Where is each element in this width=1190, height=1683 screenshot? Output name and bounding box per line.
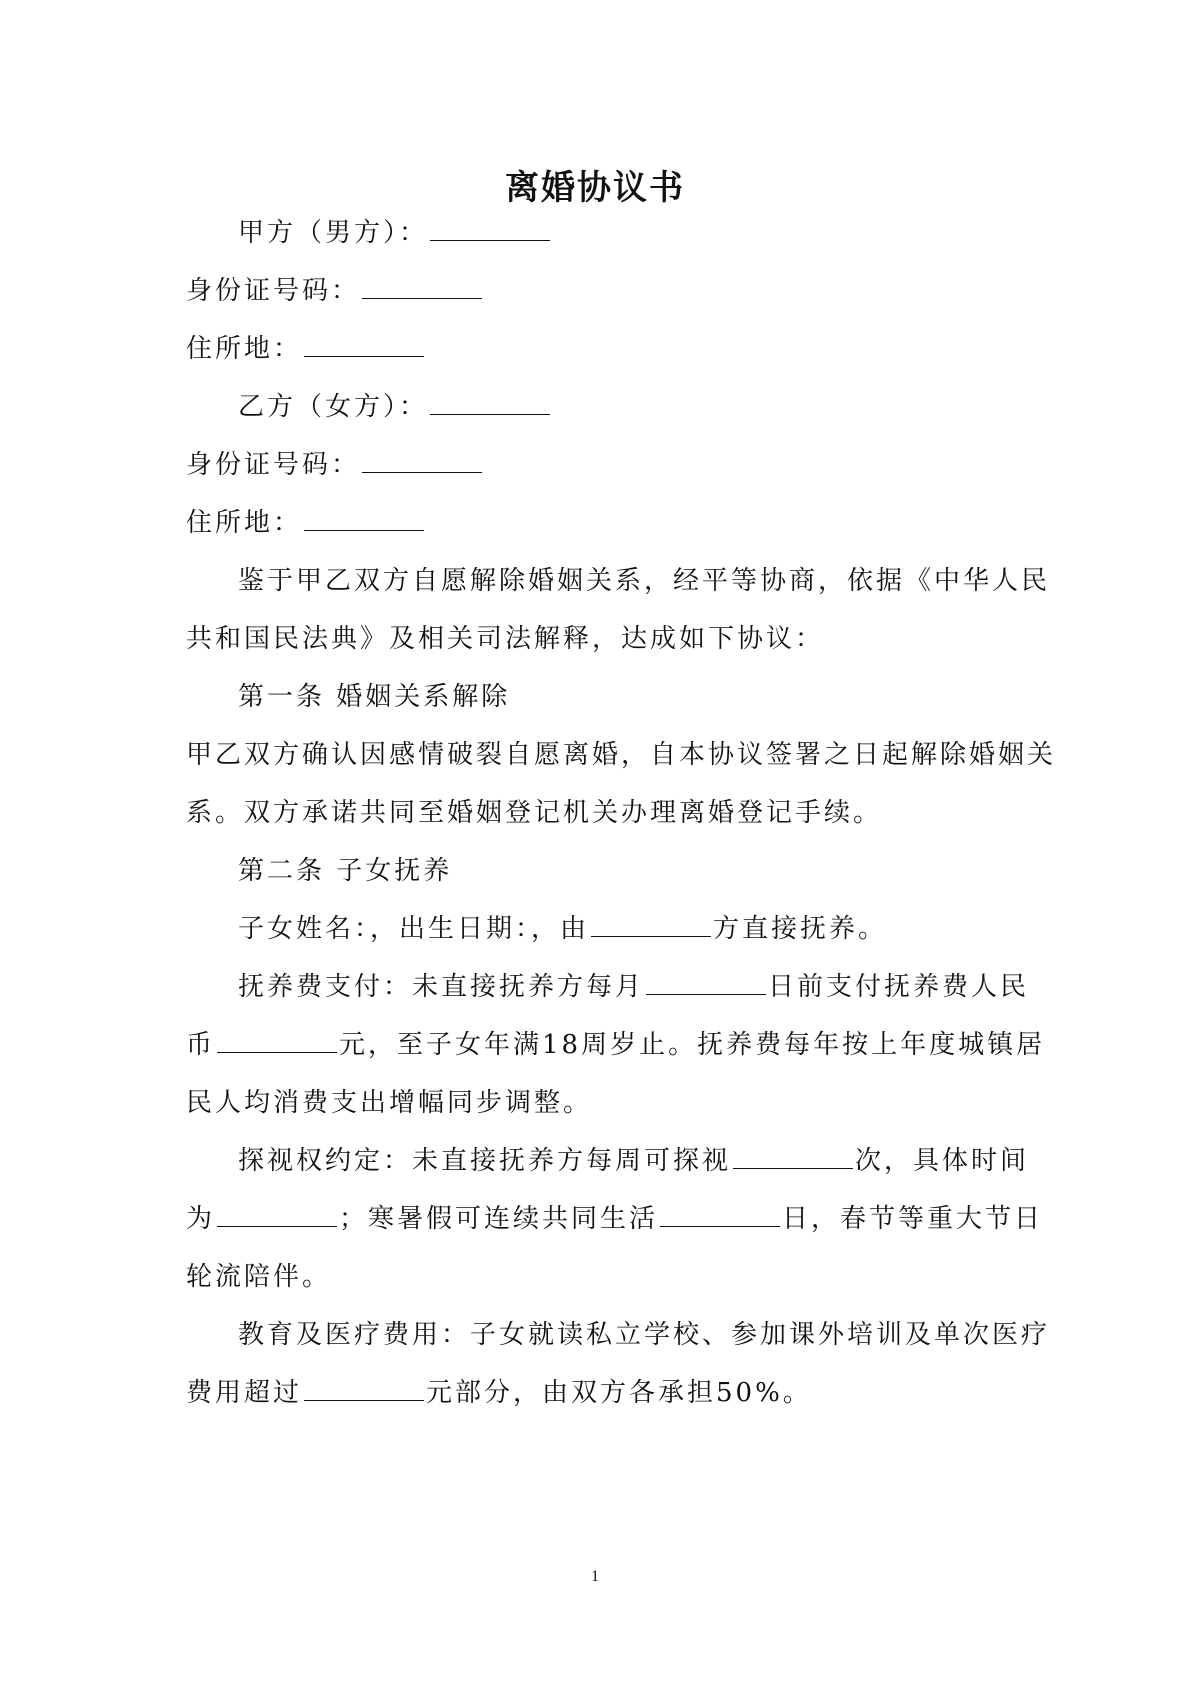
party-a-id-label: 身份证号码：	[186, 276, 361, 306]
party-b-name-label: 乙方（女方）：	[238, 392, 429, 422]
education-line-2	[186, 1373, 812, 1413]
party-a-name-blank[interactable]	[430, 214, 550, 241]
education-text-c: 元部分，由双方各承担50%。	[426, 1378, 812, 1408]
visit-text-b: 次，具体时间	[855, 1146, 1030, 1176]
party-b-address-line	[186, 503, 426, 543]
party-a-id-line	[186, 271, 484, 311]
party-a-address-label: 住所地：	[186, 334, 303, 364]
visit-line-2	[186, 1199, 1043, 1239]
education-text-b: 费用超过	[186, 1378, 303, 1408]
custody-party-blank[interactable]	[591, 910, 711, 937]
visit-time-blank[interactable]	[217, 1200, 337, 1227]
document-title: 离婚协议书	[505, 168, 685, 208]
party-a-address-line	[186, 329, 426, 369]
party-b-id-label: 身份证号码：	[186, 450, 361, 480]
support-text-a: 抚养费支付：未直接抚养方每月	[238, 972, 645, 1002]
party-b-name-line	[238, 387, 552, 427]
visit-line-3: 轮流陪伴。	[186, 1262, 332, 1292]
custody-text-b: 方直接抚养。	[713, 914, 888, 944]
article-1-line-2: 系。双方承诺共同至婚姻登记机关办理离婚登记手续。	[186, 798, 883, 828]
support-text-c: 币	[186, 1030, 216, 1060]
party-b-name-blank[interactable]	[430, 388, 550, 415]
preamble-line-2: 共和国民法典》及相关司法解释，达成如下协议：	[186, 624, 825, 654]
party-a-address-blank[interactable]	[304, 330, 424, 357]
support-amount-blank[interactable]	[217, 1026, 337, 1053]
visit-text-d: ；寒暑假可连续共同生活	[339, 1204, 659, 1234]
party-b-id-line	[186, 445, 484, 485]
visit-line-1	[238, 1141, 1029, 1181]
support-text-d: 元，至子女年满18周岁止。抚养费每年按上年度城镇居	[339, 1030, 1046, 1060]
party-b-address-label: 住所地：	[186, 508, 303, 538]
support-line-2	[186, 1025, 1045, 1065]
party-b-id-blank[interactable]	[362, 446, 482, 473]
party-b-address-blank[interactable]	[304, 504, 424, 531]
visit-text-a: 探视权约定：未直接抚养方每周可探视	[238, 1146, 732, 1176]
visit-text-e: 日，春节等重大节日	[782, 1204, 1044, 1234]
support-day-blank[interactable]	[646, 968, 766, 995]
party-a-name-line	[238, 213, 552, 253]
custody-text-a: 子女姓名：，出生日期：，由	[238, 914, 590, 944]
preamble-line-1: 鉴于甲乙双方自愿解除婚姻关系，经平等协商，依据《中华人民	[238, 566, 1051, 596]
article-2-heading: 第二条 子女抚养	[238, 856, 453, 886]
visit-count-blank[interactable]	[733, 1142, 853, 1169]
party-a-name-label: 甲方（男方）：	[238, 218, 429, 248]
support-text-b: 日前支付抚养费人民	[768, 972, 1030, 1002]
education-line-1: 教育及医疗费用：子女就读私立学校、参加课外培训及单次医疗	[238, 1320, 1051, 1350]
article-1-heading: 第一条 婚姻关系解除	[238, 682, 511, 712]
support-line-3: 民人均消费支出增幅同步调整。	[186, 1088, 593, 1118]
education-amount-blank[interactable]	[304, 1374, 424, 1401]
custody-line	[238, 909, 887, 949]
support-line-1	[238, 967, 1029, 1007]
visit-days-blank[interactable]	[660, 1200, 780, 1227]
party-a-id-blank[interactable]	[362, 272, 482, 299]
page-number: 1	[591, 1568, 599, 1585]
article-1-line-1: 甲乙双方确认因感情破裂自愿离婚，自本协议签署之日起解除婚姻关	[186, 740, 1057, 770]
visit-text-c: 为	[186, 1204, 216, 1234]
